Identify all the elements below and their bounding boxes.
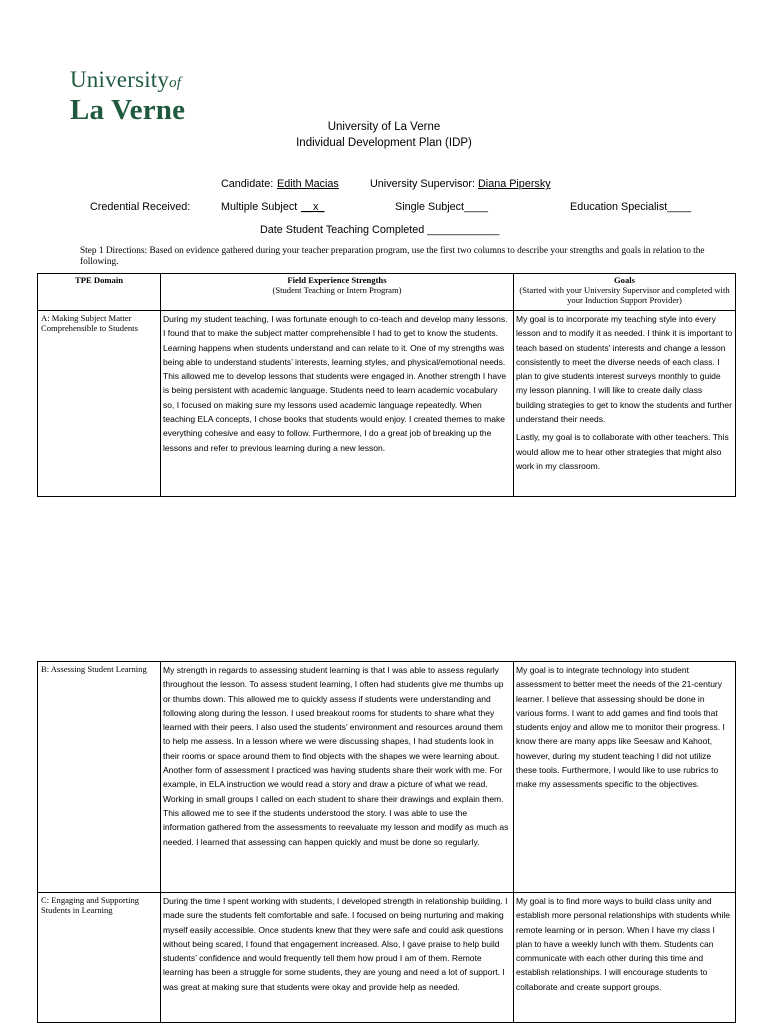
goals-cell [514, 311, 736, 497]
header-goals-sub: (Started with your University Supervisor and completed with your Induction Support Provider) [519, 285, 730, 305]
goals-text: My goal is to incorporate my teaching style into every lesson and to modify it as needed. I think it is important to teach based on students’ interests and change a lesson consistently to meet the diverse needs of each class. I plan to give students interest surveys monthly to guide my lesson planning. I will like to create daily class building strategies to get to know the students and further understand their needs. [516, 314, 733, 425]
credential-label: Credential Received: [90, 201, 191, 213]
strengths-text: During my student teaching, I was fortunate enough to co-teach and develop many lessons. I found that to make the subject matter comprehensible I had to get to know the students. Learning happens when students understand and can relate to it. One of my strengths was being able to understand students’ interests, learning styles, and physical/emotional needs. This allowed me to develop lessons that students were engaged in. Another strength I have is being persistent with academic language. Students need to learn academic vocabulary so, I focused on making sure my lessons used academic language repeatedly. When teaching ELA concepts, I chose books that students would enjoy. I created themes to make everything cohesive and easy to follow. Furthermore, I do a great job of breaking up the lessons and refer to previous learning during a new lesson. [163, 314, 508, 453]
goals-text-2: Lastly, my goal is to collaborate with other teachers. This would allow me to hear other strategies that might also work in my classroom. [516, 432, 729, 471]
logo-text-la-verne: La Verne [70, 94, 186, 126]
logo-text-university: University [70, 67, 170, 92]
domain-cell: B: Assessing Student Learning [38, 662, 161, 893]
domain-cell: C: Engaging and Supporting Students in Learning [38, 893, 161, 1023]
strengths-cell [161, 662, 514, 893]
idp-table-top [37, 273, 736, 497]
university-logo [70, 68, 185, 125]
step1-directions: Step 1 Directions: Based on evidence gathered during your teacher preparation program, use the first two columns to describe your strengths and goals in relation to the following. [80, 246, 705, 267]
supervisor-value: Diana Pipersky [478, 178, 551, 190]
goals-text: My goal is to find more ways to build class unity and establish more personal relationships with students while remote learning or in person. When I have my class I plan to have a weekly lunch with them. Students can communicate with each other during this time and establish relationships. I will encourage students to collaborate and create support groups. [516, 896, 731, 992]
header-goals [514, 274, 736, 311]
idp-table-bottom [37, 661, 736, 1023]
table-row [38, 311, 736, 497]
header-goals-title: Goals [613, 275, 635, 285]
multiple-subject-value: __x_ [301, 201, 325, 213]
document-subtitle: Individual Development Plan (IDP) [296, 137, 472, 149]
strengths-text: During the time I spent working with students, I developed strength in relationship building. I made sure the students felt comfortable and safe. I focused on being nurturing and making myself easily accessible. Once students knew that they were safe and could ask questions without being scared, I found that engagement increased. Also, I gave praise to help build students’ confidence and would frequently tell them how proud I am of them. Remote learning has been a struggle for some students, they are young and need a lot of support. I was great at making sure that students were okay and provide help as needed. [163, 896, 508, 992]
table-row [38, 662, 736, 893]
table-header-row [38, 274, 736, 311]
single-subject-label: Single Subject____ [395, 201, 489, 213]
goals-text: My goal is to integrate technology into student assessment to better meet the needs of the 21-century learner. I believe that assessing should be done in various forms. I want to add games and find tools that students enjoy and allow me to monitor their progress. I know there are many apps like Seesaw and Kahoot, however, during my student teaching I did not utilize these tools. Furthermore, I would like to use rubrics to make my assessments specific to the objectives. [516, 665, 725, 790]
supervisor-label: University Supervisor: [370, 178, 476, 190]
header-tpe-domain [38, 274, 161, 311]
strengths-text: My strength in regards to assessing student learning is that I was able to assess regularly throughout the lesson. To assess student learning, I often had students give me thumbs up or thumbs down. This allowed me to quickly assess if students were understanding and following along during the lesson. I used breakout rooms for students to share what they learned with their peers. I also used the students’ environment and resources around them to help me assess. In a lesson where we were discussing shapes, I had students look in their rooms or space around them to find objects with the shapes we were learning about. Another form of assessment I practiced was having students share their work with me. For example, in ELA instruction we would read a story and draw a picture of what we read. Working in small groups I called on each student to share their drawings and explain them. This allowed me to see if the students understood the story. I was able to use the information gathered from the assessments to reevaluate my lesson and modify as much as needed. I learned that assessing can happen quickly and must be done so regularly. [163, 665, 509, 847]
candidate-label: Candidate: [221, 178, 274, 190]
education-specialist-label: Education Specialist____ [570, 201, 692, 213]
goals-cell [514, 893, 736, 1023]
strengths-cell [161, 893, 514, 1023]
header-domain-text: TPE Domain [75, 275, 123, 285]
logo-text-of: of [169, 75, 182, 91]
document-title: University of La Verne [327, 121, 441, 133]
header-strengths [161, 274, 514, 311]
header-strengths-sub: (Student Teaching or Intern Program) [272, 285, 402, 295]
domain-cell: A: Making Subject Matter Comprehensible to Students [38, 311, 161, 497]
strengths-cell [161, 311, 514, 497]
goals-cell [514, 662, 736, 893]
multiple-subject-label: Multiple Subject [221, 201, 298, 213]
table-row [38, 893, 736, 1023]
candidate-value: Edith Macias [277, 178, 339, 190]
header-strengths-title: Field Experience Strengths [287, 275, 387, 285]
date-completed-label: Date Student Teaching Completed ____________ [260, 224, 500, 236]
